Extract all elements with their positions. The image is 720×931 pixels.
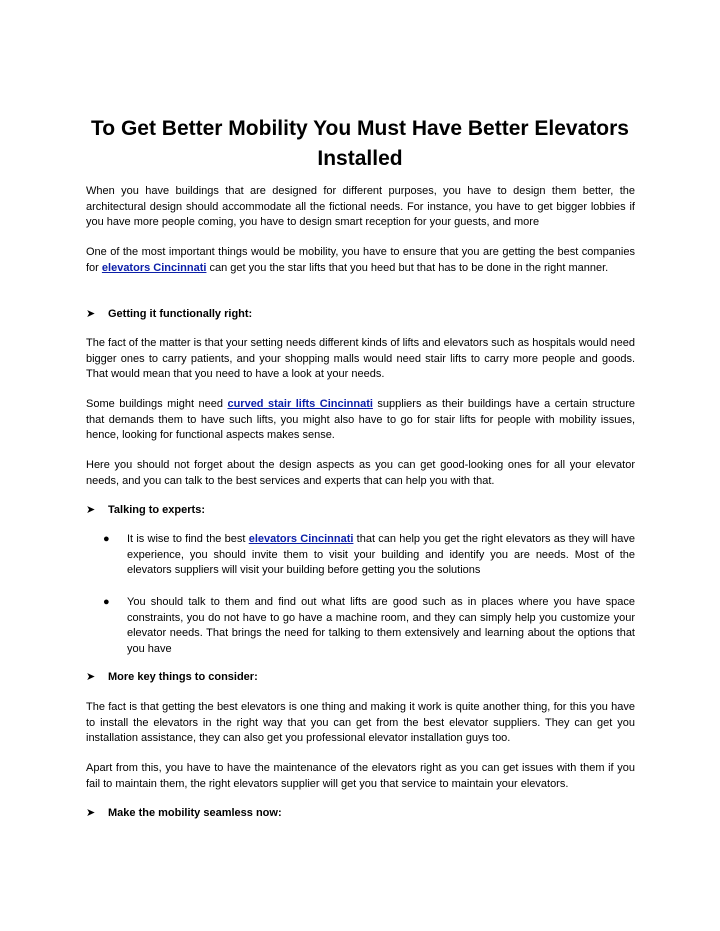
list-item-text: You should talk to them and find out what lifts are good such as in places where you have space constraints, you do not have to go have a machine room, and they can simply help you customize your elevator needs. That brings the need for talking to them extensively and learning about the options that you have [127, 596, 635, 655]
round-bullet-icon: ● [103, 533, 110, 545]
arrowhead-bullet-icon: ➤ [86, 308, 96, 320]
section-heading-label: More key things to consider: [108, 671, 258, 683]
arrowhead-bullet-icon: ➤ [86, 807, 96, 819]
curved-stair-lifts-link[interactable]: curved stair lifts Cincinnati [227, 398, 373, 410]
list-item-text-after: that can help you get the right elevators as they will have experience, you should invite them to visit your building and identify you are needs. Most of the elevators suppliers will visit your building before getting you the solutions [127, 533, 635, 576]
elevators-cincinnati-link[interactable]: elevators Cincinnati [101, 261, 207, 274]
round-bullet-icon: ● [103, 596, 110, 608]
list-item-text [127, 532, 635, 579]
paragraph-maintenance: Apart from this, you have to have the maintenance of the elevators right as you can get issues with them if you fail to maintain them, the right elevators supplier will get you that service to maintain your elevators. [86, 762, 635, 790]
paragraph-text: suppliers as their buildings have a certain structure that demands them to have such lifts, you might also have to go for stair lifts for people with mobility issues, hence, looking for functional aspects makes sense. [86, 398, 636, 441]
elevators-cincinnati-link-2[interactable]: elevators Cincinnati [248, 533, 354, 545]
list-item-text-before: It is wise to find the best [127, 533, 249, 545]
paragraph-intro: When you have buildings that are designed for different purposes, you have to design them better, the architectural design should accommodate all the fictional needs. For instance, you have to get bigger lobbies if you have more people coming, you have to design smart reception for your guests, and more [86, 185, 635, 228]
paragraph-text: Some buildings might need [86, 398, 228, 410]
section-heading-seamless [86, 806, 635, 821]
list-item [103, 532, 635, 579]
arrowhead-bullet-icon: ➤ [86, 671, 96, 683]
section-heading-label: Talking to experts: [108, 504, 205, 516]
paragraph-mobility [86, 245, 635, 276]
paragraph-installation: The fact is that getting the best elevators is one thing and making it work is quite another thing, for this you have to install the elevators in the right way that you can get from the best elevator suppliers. They can get you installation assistance, they can also get you professional elevator installation guys too. [86, 701, 635, 744]
section-heading-label: Getting it functionally right: [108, 308, 253, 320]
paragraph-text: One of the most important things would be mobility, you have to ensure that you are getting the best companies for [86, 246, 635, 274]
section-heading-experts [86, 503, 635, 518]
document-title: To Get Better Mobility You Must Have Better Elevators Installed [91, 117, 629, 170]
section-heading-functional [86, 307, 635, 322]
paragraph-design-aspects: Here you should not forget about the design aspects as you can get good-looking ones for all your elevator needs, and you can talk to the best services and experts that can help you with that. [86, 459, 635, 487]
section-heading-label: Make the mobility seamless now: [108, 807, 282, 819]
list-item [103, 595, 635, 657]
section-heading-key-things [86, 670, 635, 685]
paragraph-text: can get you the star lifts that you heed but that has to be done in the right manner. [206, 261, 609, 274]
paragraph-lift-kinds: The fact of the matter is that your setting needs different kinds of lifts and elevators such as hospitals would need bigger ones to carry patients, and your shopping malls would need stair lifts to carry more people and goods. That would mean that you need to have a look at your needs. [86, 337, 635, 380]
paragraph-curved-lifts [86, 397, 635, 444]
arrowhead-bullet-icon: ➤ [86, 504, 96, 516]
